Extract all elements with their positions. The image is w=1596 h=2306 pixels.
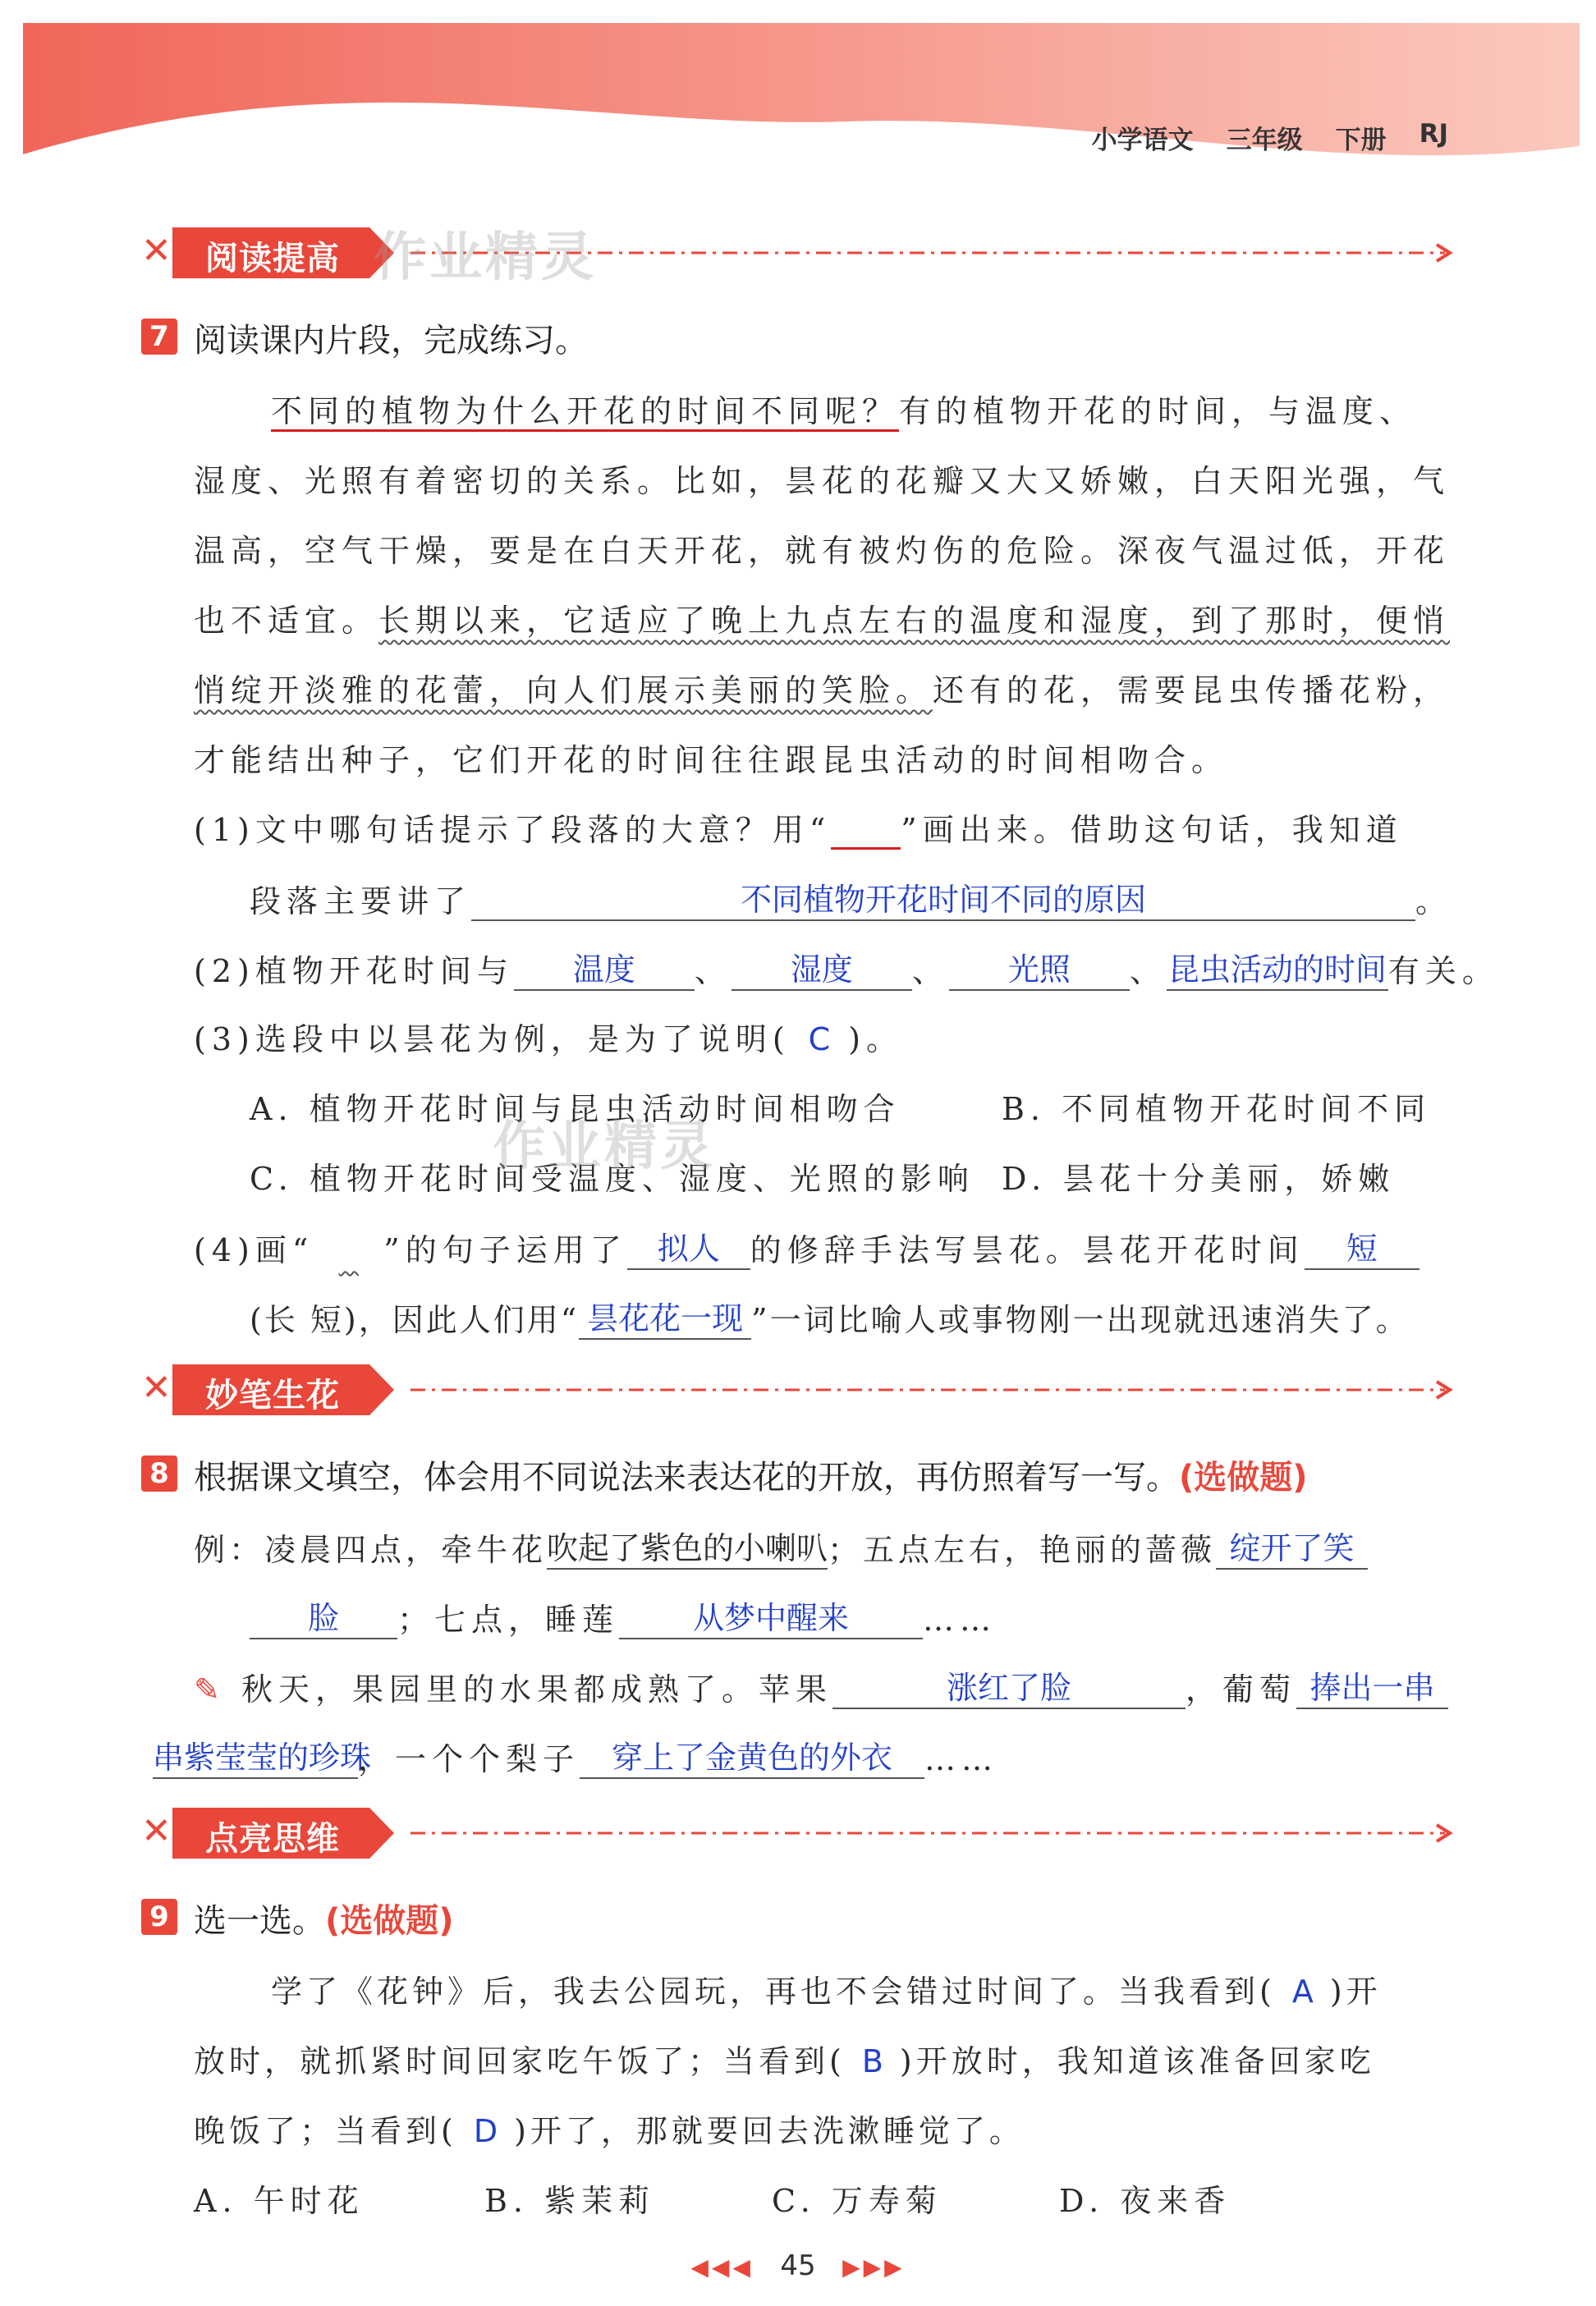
passage-line: 不同的植物为什么开花的时间不同呢？有的植物开花的时间，与温度、 xyxy=(271,386,1416,431)
wavy-sentence: 长期以来，它适应了晚上九点左右的温度和湿度，到了那时，便悄 xyxy=(378,603,1451,639)
option-d: D. 昙花十分美丽，娇嫩 xyxy=(1002,1161,1396,1197)
pencil-icon: ✎ xyxy=(194,1671,226,1708)
optional-hint: (选做题) xyxy=(1179,1459,1308,1497)
next-arrows-icon: ▶▶▶ xyxy=(842,2253,906,2281)
runner-icon: ✕ xyxy=(141,230,172,272)
option-b: B. 紫茉莉 xyxy=(484,2183,656,2219)
q9-line: 晚饭了；当看到( D )开了，那就要回去洗漱睡觉了。 xyxy=(194,2113,1025,2149)
subject-label: 小学语文 xyxy=(1091,126,1194,155)
answer-text: 光照 xyxy=(1007,951,1071,988)
optional-hint: (选做题) xyxy=(325,1902,454,1940)
edition-label: RJ xyxy=(1419,119,1448,149)
grade-label: 三年级 xyxy=(1226,126,1303,155)
answer-text: 绽开了笑 xyxy=(1229,1530,1355,1566)
answer-text: 脸 xyxy=(307,1600,339,1636)
page-footer xyxy=(0,2249,1596,2282)
answer-text: 涨红了脸 xyxy=(946,1670,1071,1706)
answer-text: A xyxy=(1291,1974,1314,2010)
option-a: A. 植物开花时间与昆虫活动时间相吻合 xyxy=(250,1091,901,1127)
passage-line: 湿度、光照有着密切的关系。比如，昙花的花瓣又大又娇嫩，白天阳光强，气 xyxy=(194,463,1451,499)
answer-text: 不同植物开花时间不同的原因 xyxy=(741,882,1147,918)
answer-text: 短 xyxy=(1346,1231,1378,1267)
section-title: 点亮思维 xyxy=(205,1820,340,1858)
answer-text: 捧出一串 xyxy=(1309,1670,1435,1706)
sub-question-4-cont: (长 短)，因此人们用“ 昙花花一现 ”一词比喻人或事物刚一出现就迅速消失了。 xyxy=(250,1293,1410,1340)
option-c: C. 植物开花时间受温度、湿度、光照的影响 xyxy=(250,1161,975,1197)
answer-text: 穿上了金黄色的外衣 xyxy=(612,1740,893,1776)
answer-text: 串紫莹莹的珍珠 xyxy=(153,1740,372,1776)
option-a: A. 午时花 xyxy=(194,2183,365,2219)
runner-icon: ✕ xyxy=(141,1367,172,1409)
passage-line: 温高，空气干燥，要是在白天开花，就有被灼伤的危险。深夜气温过低，开花 xyxy=(194,533,1451,569)
question-number: 9 xyxy=(141,1899,177,1935)
example-line-2: 脸 ；七点，睡莲 从梦中醒来 …… xyxy=(250,1593,997,1639)
option-c: C. 万寿菊 xyxy=(772,2183,942,2219)
answer-text: D xyxy=(473,2113,498,2149)
runner-icon: ✕ xyxy=(141,1810,172,1852)
write-line-2: 串紫莹莹的珍珠，一个个梨子 穿上了金黄色的外衣 …… xyxy=(153,1732,998,1779)
q9-line: 学了《花钟》后，我去公园玩，再也不会错过时间了。当我看到( A )开 xyxy=(271,1974,1382,2010)
answer-text: 昙花花一现 xyxy=(587,1300,744,1336)
option-b: B. 不同植物开花时间不同 xyxy=(1002,1091,1432,1127)
watermark: 作业精灵 xyxy=(493,1116,716,1177)
prev-arrows-icon: ◀◀◀ xyxy=(690,2253,754,2281)
topic-sentence: 不同的植物为什么开花的时间不同呢？ xyxy=(271,393,899,432)
passage-line: 才能结出种子，它们开花的时间往往跟昆虫活动的时间相吻合。 xyxy=(194,742,1229,778)
answer-text: 昆虫活动的时间 xyxy=(1167,951,1387,988)
book-meta xyxy=(1092,119,1448,156)
passage-line: 悄绽开淡雅的花蕾，向人们展示美丽的笑脸。还有的花，需要昆虫传播花粉， xyxy=(194,672,1451,708)
page-number: 45 xyxy=(780,2249,816,2282)
sub-question-1-answer-line: 段落主要讲了 不同植物开花时间不同的原因 。 xyxy=(250,874,1452,921)
volume-label: 下册 xyxy=(1335,126,1387,155)
question-number: 8 xyxy=(141,1456,177,1492)
example-line: 例：凌晨四点，牵牛花吹起了紫色的小喇叭；五点左右，艳丽的蔷薇 绽开了笑 xyxy=(194,1523,1368,1570)
answer-text: 从梦中醒来 xyxy=(693,1600,850,1636)
question-title: 根据课文填空，体会用不同说法来表达花的开放，再仿照着写一写。(选做题) xyxy=(194,1459,1308,1497)
question-title: 阅读课内片段，完成练习。 xyxy=(194,322,588,360)
answer-text: B xyxy=(861,2043,883,2079)
wavy-sentence: 悄绽开淡雅的花蕾，向人们展示美丽的笑脸。 xyxy=(194,672,933,708)
write-line: ✎ 秋天，果园里的水果都成熟了。苹果 涨红了脸 ，葡萄 捧出一串 xyxy=(194,1662,1448,1709)
q9-line: 放时，就抓紧时间回家吃午饭了；当看到( B )开放时，我知道该准备回家吃 xyxy=(194,2043,1375,2079)
sub-question-1: (1)文中哪句话提示了段落的大意？用“ ”画出来。借助这句话，我知道 xyxy=(194,812,1403,848)
watermark: 作业精灵 xyxy=(374,227,597,288)
header-banner xyxy=(23,23,1580,187)
sub-question-2: (2)植物开花时间与 温度 、 湿度 、 光照 、昆虫活动的时间有关。 xyxy=(194,944,1499,991)
answer-text: C xyxy=(808,1021,831,1057)
answer-text: 拟人 xyxy=(657,1231,720,1267)
option-d: D. 夜来香 xyxy=(1059,2183,1231,2219)
sub-question-3: (3)选段中以昙花为例，是为了说明( C )。 xyxy=(194,1021,904,1057)
section-title: 阅读提高 xyxy=(205,240,340,277)
section-title: 妙笔生花 xyxy=(205,1377,340,1414)
sub-question-4: (4)画“ ”的句子运用了 拟人 的修辞手法写昙花。昙花开花时间 短 xyxy=(194,1223,1419,1270)
answer-text: 湿度 xyxy=(790,951,853,988)
question-number: 7 xyxy=(141,319,177,355)
passage-line: 也不适宜。长期以来，它适应了晚上九点左右的温度和湿度，到了那时，便悄 xyxy=(194,603,1451,639)
question-title: 选一选。(选做题) xyxy=(194,1902,454,1940)
answer-text: 温度 xyxy=(572,951,635,988)
